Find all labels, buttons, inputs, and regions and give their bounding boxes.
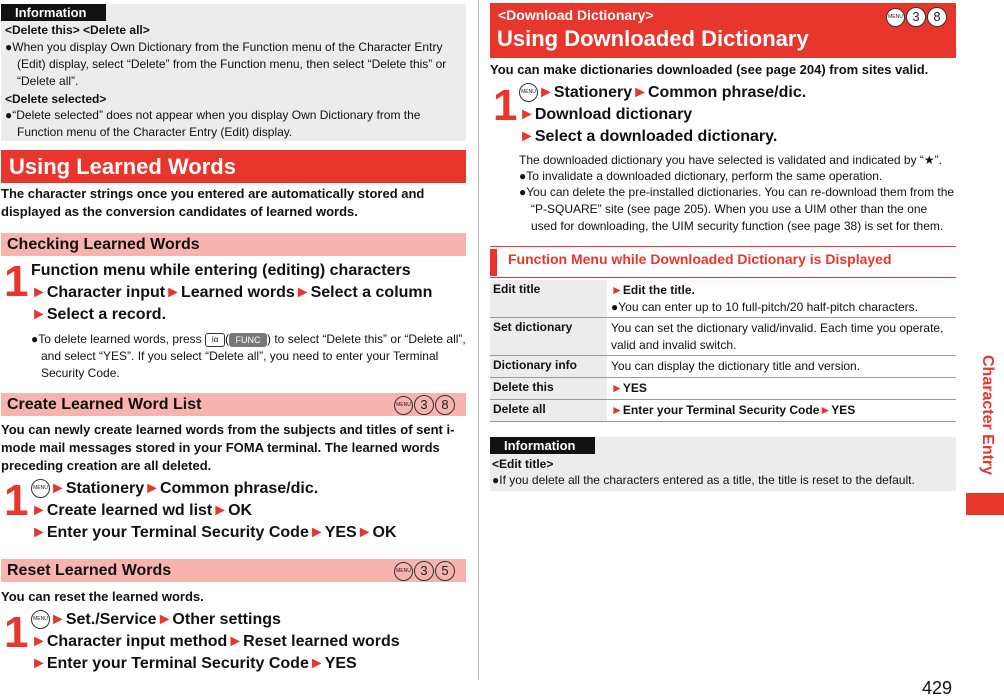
checking-step-line-1: Function menu while entering (editing) characters: [31, 262, 411, 279]
row-label: Delete this: [490, 378, 607, 399]
row-desc-2: YES: [831, 403, 856, 417]
key-3-icon: 3: [414, 395, 434, 415]
info1-heading-2: <Delete selected>: [5, 92, 107, 106]
reset-step-line-3: ►Enter your Terminal Security Code►YES: [31, 655, 357, 672]
download-title: Using Downloaded Dictionary: [497, 26, 809, 51]
row-label: Set dictionary: [490, 318, 607, 355]
section-title-learned: Using Learned Words: [1, 150, 466, 183]
download-step-line-1: MENU ►Stationery►Common phrase/dic.: [519, 82, 806, 104]
sidebar-label: Character Entry: [979, 355, 996, 476]
row-desc: YES: [622, 381, 647, 395]
download-note-2: ●To invalidate a downloaded dictionary, perform the same operation.: [519, 169, 883, 183]
info1-bullet-1: ●When you display Own Dictionary from the Function menu of the Character Entry (Edit) display, select “Delete” from the Function menu, then select “Delete this” or “Delete all”.: [5, 40, 447, 88]
key-8-icon: 8: [927, 7, 947, 27]
learned-intro: The character strings once you entered are automatically stored and displayed as the conversion candidates of learned words.: [1, 186, 425, 219]
reset-step-line-1: MENU ►Set./Service►Other settings: [31, 609, 281, 631]
reset-step-line-2: ►Character input method►Reset learned words: [31, 633, 400, 650]
row-desc-note: ●You can enter up to 10 full-pitch/20 half-pitch characters.: [611, 300, 918, 314]
menu-key-icon: MENU: [31, 479, 50, 498]
download-small-title: <Download Dictionary>: [498, 7, 654, 23]
create-intro: You can newly create learned words from the subjects and titles of sent i-mode mail messages stored in your FOMA terminal. The learned words preceding creation are all deleted.: [1, 422, 455, 473]
func-key-icon: FUNC: [229, 333, 267, 347]
row-desc: Enter your Terminal Security Code: [622, 403, 820, 417]
menu-key-icon: MENU: [519, 83, 538, 102]
download-step-line-3: ►Select a downloaded dictionary.: [519, 128, 778, 145]
checking-note: ●To delete learned words, press iα ( FUNC ) to select “Delete this” or “Delete all”, and select “YES”. If you select “Delete all”, you need to enter your Terminal Security Code.: [31, 332, 466, 380]
create-shortcut: [394, 395, 455, 415]
table-row: Delete this ►YES: [490, 378, 956, 400]
sidebar-marker: [966, 493, 1004, 515]
row-label: Delete all: [490, 400, 607, 421]
page-number: 429: [922, 678, 953, 698]
row-label: Dictionary info: [490, 356, 607, 377]
download-note-3: ●You can delete the pre-installed dictionaries. You can re-download them from the “P-SQUARE” site (see page 205). When you use a UIM other than the one used for downloading, the UIM security function (see page 38) is set for them.: [519, 185, 955, 233]
subsection-create: Create Learned Word List: [1, 393, 466, 416]
info-tab-2: Information: [490, 437, 595, 454]
checking-step-line-2: ►Character input►Learned words►Select a column: [31, 284, 433, 301]
menu-key-icon: MENU: [31, 610, 50, 629]
download-note-1: The downloaded dictionary you have selected is validated and indicated by “★”.: [519, 153, 943, 167]
key-3-icon: 3: [414, 561, 434, 581]
table-row: [490, 318, 956, 356]
download-step-line-2: ►Download dictionary: [519, 106, 693, 123]
row-desc: You can set the dictionary valid/invalid. Each time you operate, valid and invalid switch.: [611, 321, 944, 352]
download-step-number: 1: [493, 81, 518, 130]
info1-bullet-2: ●“Delete selected” does not appear when you display Own Dictionary from the Function menu of the Character Entry (Edit) display.: [5, 108, 421, 139]
menu-key-icon: MENU: [394, 396, 413, 415]
menu-key-icon: MENU: [394, 562, 413, 581]
info-tab-1: Information: [1, 4, 106, 21]
reset-intro: You can reset the learned words.: [1, 589, 204, 604]
i-mode-key-icon: iα: [205, 333, 225, 347]
funcmenu-header-mark: [490, 249, 497, 276]
row-desc: Edit the title.: [622, 283, 695, 297]
funcmenu-table: [490, 280, 956, 422]
key-5-icon: 5: [435, 561, 455, 581]
column-divider: [478, 0, 479, 680]
key-8-icon: 8: [435, 395, 455, 415]
download-intro: You can make dictionaries downloaded (see page 204) from sites valid.: [490, 62, 929, 77]
checking-step-number: 1: [4, 257, 29, 306]
reset-shortcut: [394, 561, 455, 581]
info1-heading-1: <Delete this> <Delete all>: [5, 23, 150, 37]
info2-heading: <Edit title>: [492, 457, 554, 471]
subsection-checking: Checking Learned Words: [1, 233, 466, 256]
table-row: [490, 356, 956, 378]
table-row: Edit title ►Edit the title. ●You can enter up to 10 full-pitch/20 half-pitch characters.: [490, 280, 956, 318]
download-shortcut: [886, 7, 947, 27]
create-step-line-3: ►Enter your Terminal Security Code►YES►OK: [31, 524, 397, 541]
reset-step-number: 1: [4, 608, 29, 657]
create-step-line-2: ►Create learned wd list►OK: [31, 502, 253, 519]
checking-step-line-3: ►Select a record.: [31, 306, 167, 323]
row-label: Edit title: [490, 280, 607, 317]
table-row: Delete all ►Enter your Terminal Security Code►YES: [490, 400, 956, 422]
create-step-line-1: MENU ►Stationery►Common phrase/dic.: [31, 478, 318, 500]
subsection-reset: Reset Learned Words: [1, 559, 466, 582]
row-desc: You can display the dictionary title and version.: [611, 359, 861, 373]
funcmenu-header: [490, 246, 956, 278]
create-step-number: 1: [4, 476, 29, 525]
info2-bullet: ●If you delete all the characters entered as a title, the title is reset to the default.: [492, 473, 915, 487]
key-3-icon: 3: [906, 7, 926, 27]
funcmenu-title: Function Menu while Downloaded Dictionary is Displayed: [508, 251, 892, 267]
menu-key-icon: MENU: [886, 8, 905, 27]
